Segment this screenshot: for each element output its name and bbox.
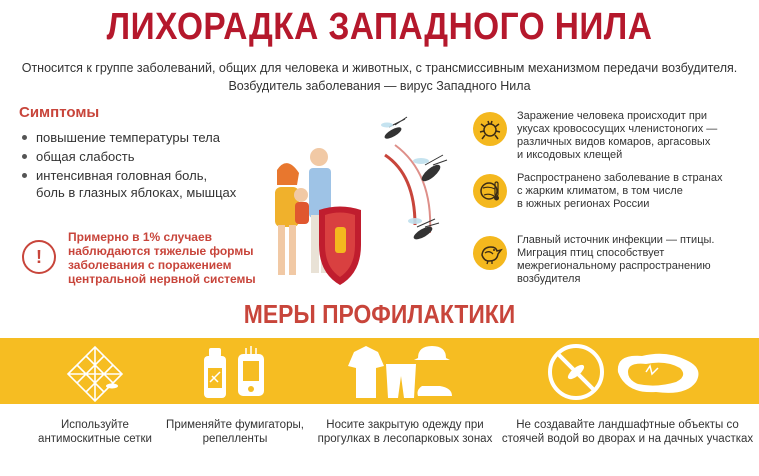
measure-label: [20, 418, 170, 446]
fact-text: [517, 234, 752, 286]
fact-text: [517, 172, 752, 211]
warning-line: Примерно в 1% случаев: [68, 230, 213, 244]
symptoms-list: [22, 129, 236, 203]
warning-line: наблюдаются тяжелые формы: [68, 244, 254, 258]
fact-line: Миграция птиц способствует: [517, 247, 665, 259]
warning-text: [68, 230, 278, 286]
fact-line: в южных регионах России: [517, 198, 650, 210]
fact-item: [473, 234, 753, 296]
fact-line: Распространено заболевание в странах: [517, 172, 723, 184]
family-shield-illustration: [265, 115, 465, 290]
symptom-item: интенсивная головная боль,: [22, 167, 236, 184]
symptoms-title: Симптомы: [19, 104, 100, 121]
clothing-icon: [346, 342, 456, 402]
measure-label-line: Используйте: [61, 419, 129, 431]
measure-label: [500, 418, 755, 446]
fact-item: [473, 110, 753, 172]
measure-label-line: антимоскитные сетки: [38, 433, 152, 445]
thermometer-globe-icon: [473, 174, 507, 208]
fact-item: [473, 172, 753, 234]
facts-list: [473, 110, 753, 296]
symptom-item: повышение температуры тела: [22, 129, 236, 146]
fact-line: укусах кровососущих членистоногих —: [517, 123, 718, 135]
measure-label-line: стоячей водой во дворах и на дачных участках: [501, 433, 754, 445]
page-title: ЛИХОРАДКА ЗАПАДНОГО НИЛА: [106, 6, 653, 48]
measure-label: [310, 418, 500, 446]
bird-icon: [473, 236, 507, 270]
fact-line: различных видов комаров, аргасовых: [517, 136, 711, 148]
warning-line: заболевания с поражением: [68, 258, 232, 272]
fact-line: Главный источник инфекции — птицы.: [517, 234, 715, 246]
symptom-item: общая слабость: [22, 148, 236, 165]
fact-line: с жарким климатом, в том числе: [517, 185, 683, 197]
tick-icon: [473, 112, 507, 146]
measures-title: МЕРЫ ПРОФИЛАКТИКИ: [243, 299, 516, 329]
fact-line: межрегиональному распространению: [517, 260, 711, 272]
measure-label-line: Носите закрытую одежду при: [326, 419, 484, 431]
subtitle-line1: Относится к группе заболеваний, общих для человека и животных, с трансмиссивным механизмом передачи возбудителя.: [21, 61, 738, 75]
subtitle-line2: Возбудитель заболевания — вирус Западного Нила: [228, 79, 531, 93]
fact-line: и иксодовых клещей: [517, 149, 623, 161]
measure-label-line: прогулках в лесопарковых зонах: [317, 433, 493, 445]
warning-line: центральной нервной системы: [68, 272, 256, 286]
mosquito-net-icon: [60, 342, 130, 402]
fact-text: [517, 110, 752, 162]
fact-line: Заражение человека происходит при: [517, 110, 708, 122]
symptom-item-continued: боль в глазных яблоках, мышцах: [36, 185, 237, 200]
measure-label: [160, 418, 310, 446]
fumigator-icon: [196, 342, 276, 402]
measure-label-line: репелленты: [202, 433, 268, 445]
measure-label-line: Не создавайте ландшафтные объекты со: [516, 419, 739, 431]
warning-icon: !: [22, 240, 56, 274]
fact-line: возбудителя: [517, 273, 581, 285]
measure-label-line: Применяйте фумигаторы,: [166, 419, 304, 431]
no-standing-water-icon: [546, 342, 706, 402]
